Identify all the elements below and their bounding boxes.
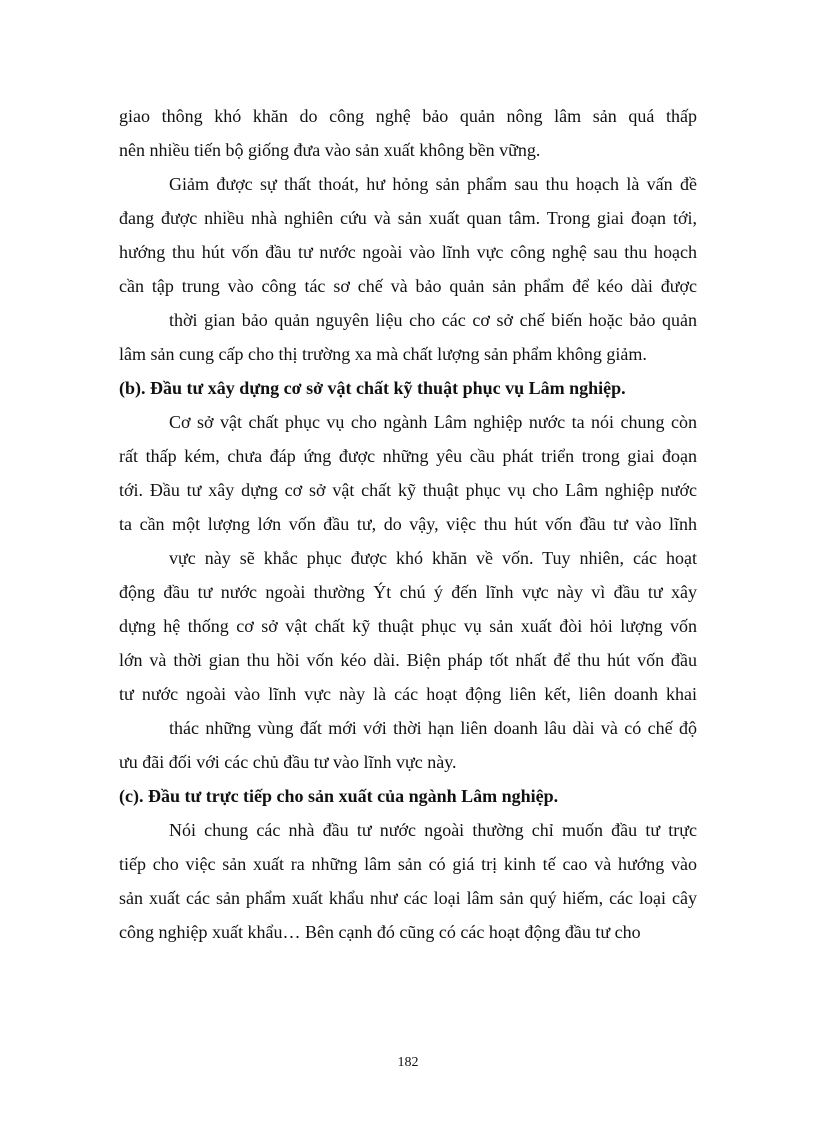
paragraph-first-line: vực này sẽ khắc phục được khó khăn về vốn. Tuy nhiên, các hoạt	[169, 548, 697, 568]
text-line: nên nhiều tiến bộ giống đưa vào sản xuất không bền vững.	[119, 140, 541, 160]
text-line: hướng thu hút vốn đầu tư nước ngoài vào lĩnh vực công nghệ sau thu hoạch	[119, 242, 697, 262]
text-line: rất thấp kém, chưa đáp ứng được những yêu cầu phát triển trong giai đoạn	[119, 446, 697, 466]
text-line: tư nước ngoài vào lĩnh vực này là các hoạt động liên kết, liên doanh khai	[119, 684, 697, 704]
text-line: sản xuất các sản phẩm xuất khẩu như các loại lâm sản quý hiếm, các loại cây	[119, 888, 697, 908]
text-line: lớn và thời gian thu hồi vốn kéo dài. Biện pháp tốt nhất để thu hút vốn đầu	[119, 650, 697, 670]
text-line: tiếp cho việc sản xuất ra những lâm sản có giá trị kinh tế cao và hướng vào	[119, 854, 697, 874]
text-line: ưu đãi đối với các chủ đầu tư vào lĩnh vực này.	[119, 752, 457, 772]
paragraph-first-line: Nói chung các nhà đầu tư nước ngoài thường chỉ muốn đầu tư trực	[169, 820, 697, 840]
page-number: 182	[397, 1055, 419, 1070]
text-line: giao thông khó khăn do công nghệ bảo quản nông lâm sản quá thấp	[119, 106, 697, 126]
text-line: lâm sản cung cấp cho thị trường xa mà chất lượng sản phẩm không giảm.	[119, 344, 647, 364]
paragraph-first-line: thời gian bảo quản nguyên liệu cho các cơ sở chế biến hoặc bảo quản	[169, 310, 697, 330]
text-line: tới. Đầu tư xây dựng cơ sở vật chất kỹ thuật phục vụ cho Lâm nghiệp nước	[119, 480, 697, 500]
text-line: công nghiệp xuất khẩu… Bên cạnh đó cũng có các hoạt động đầu tư cho	[119, 922, 641, 942]
text-line: ta cần một lượng lớn vốn đầu tư, do vậy, việc thu hút vốn đầu tư vào lĩnh	[119, 514, 697, 534]
paragraph-first-line: Giảm được sự thất thoát, hư hỏng sản phẩm sau thu hoạch là vấn đề	[169, 174, 697, 194]
text-line: đang được nhiều nhà nghiên cứu và sản xuất quan tâm. Trong giai đoạn tới,	[119, 208, 697, 228]
section-heading-b: (b). Đầu tư xây dựng cơ sở vật chất kỹ thuật phục vụ Lâm nghiệp.	[119, 378, 626, 398]
text-line: dựng hệ thống cơ sở vật chất kỹ thuật phục vụ sản xuất đòi hỏi lượng vốn	[119, 616, 697, 636]
section-heading-c: (c). Đầu tư trực tiếp cho sản xuất của ngành Lâm nghiệp.	[119, 786, 559, 806]
paragraph-first-line: thác những vùng đất mới với thời hạn liên doanh lâu dài và có chế độ	[169, 718, 697, 738]
text-line: động đầu tư nước ngoài thường Ýt chú ý đến lĩnh vực này vì đầu tư xây	[119, 582, 697, 602]
paragraph-first-line: Cơ sở vật chất phục vụ cho ngành Lâm nghiệp nước ta nói chung còn	[169, 412, 697, 432]
text-line: cần tập trung vào công tác sơ chế và bảo quản sản phẩm để kéo dài được	[119, 276, 697, 296]
